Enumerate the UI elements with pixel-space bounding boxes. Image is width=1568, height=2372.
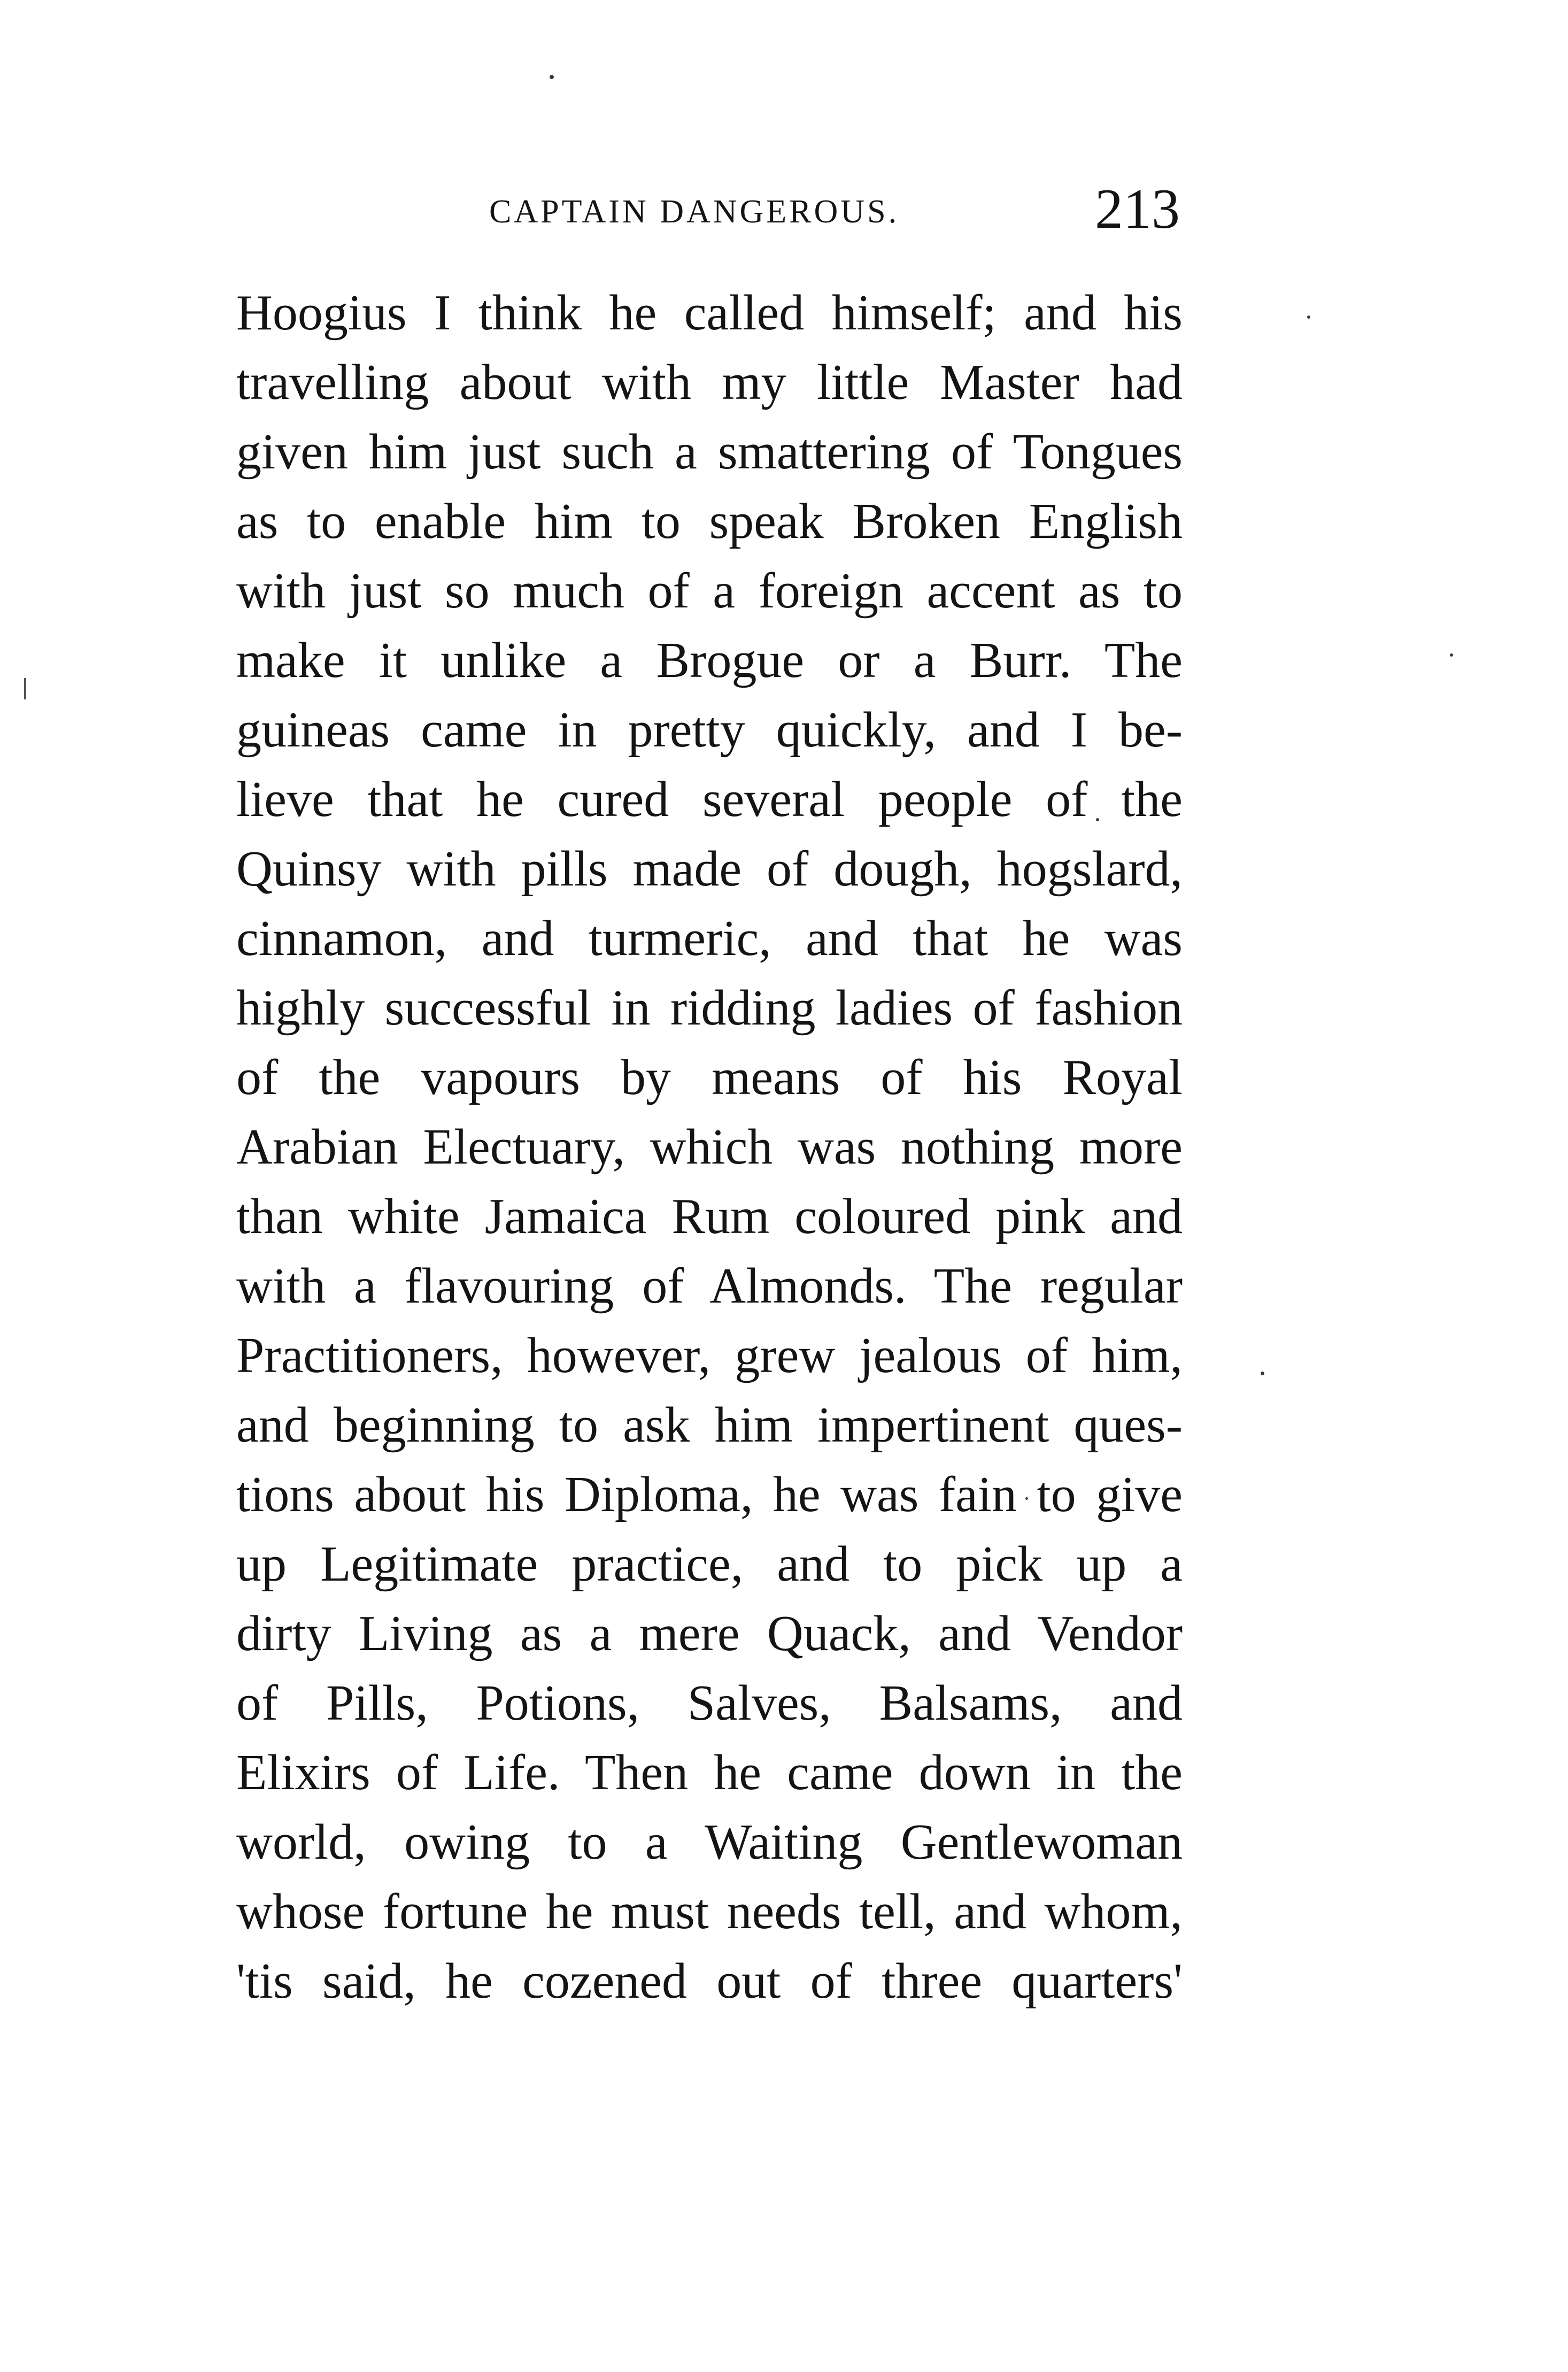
print-speck [1450,653,1453,657]
text-line: Practitioners, however, grew jealous of him, [236,1328,1183,1383]
text-line: with just so much of a foreign accent as to [236,563,1183,619]
text-line: Hoogius I think he called himself; and his [236,285,1183,341]
text-line: lieve that he cured several people of the [236,772,1183,827]
body-text [236,278,1183,2016]
print-speck [1307,315,1310,319]
text-line: of Pills, Potions, Salves, Balsams, and [236,1675,1183,1731]
text-line: travelling about with my little Master had [236,355,1183,410]
running-title: CAPTAIN DANGEROUS. [489,194,900,230]
print-speck [550,75,554,79]
margin-mark [24,678,26,699]
text-line: highly successful in ridding ladies of fashion [236,980,1183,1036]
text-line: given him just such a smattering of Tongues [236,424,1183,480]
text-line: with a flavouring of Almonds. The regular [236,1258,1183,1314]
text-line: as to enable him to speak Broken English [236,494,1183,549]
text-line: up Legitimate practice, and to pick up a [236,1536,1183,1592]
page-number: 213 [1095,178,1180,240]
text-line: Arabian Electuary, which was nothing more [236,1119,1183,1175]
text-line: dirty Living as a mere Quack, and Vendor [236,1606,1183,1661]
text-line: and beginning to ask him impertinent ques- [236,1397,1183,1453]
text-line: whose fortune he must needs tell, and whom, [236,1884,1183,1939]
text-line: 'tis said, he cozened out of three quarters' [236,1953,1183,2009]
text-line: than white Jamaica Rum coloured pink and [236,1189,1183,1244]
text-line: cinnamon, and turmeric, and that he was [236,911,1183,966]
text-line: world, owing to a Waiting Gentlewoman [236,1814,1183,1870]
text-line: Quinsy with pills made of dough, hogslard, [236,841,1183,897]
text-line: of the vapours by means of his Royal [236,1050,1183,1105]
text-line: guineas came in pretty quickly, and I be- [236,702,1183,758]
text-line: Elixirs of Life. Then he came down in the [236,1745,1183,1800]
print-speck [1261,1372,1264,1375]
text-line: make it unlike a Brogue or a Burr. The [236,633,1183,688]
text-line: tions about his Diploma, he was fain to give [236,1467,1183,1522]
